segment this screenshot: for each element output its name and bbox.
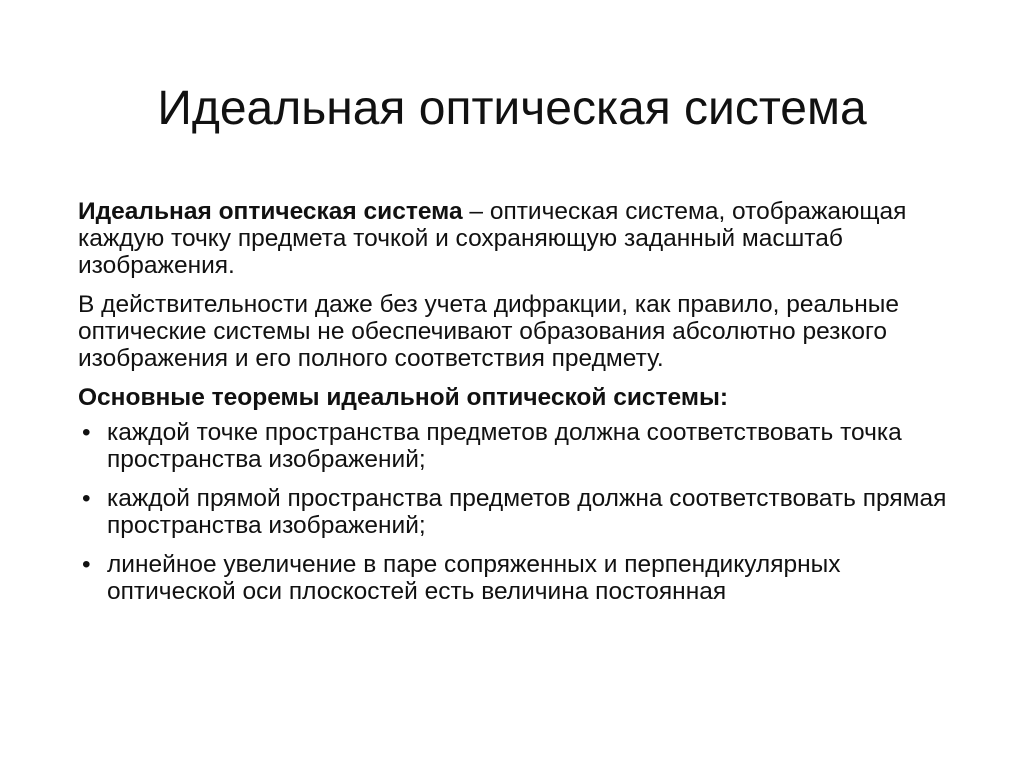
reality-paragraph: В действительности даже без учета дифракции, как правило, реальные оптические системы не обеспечивают образования абсолютно резкого изображения и его полного соответствия предмету. bbox=[78, 291, 899, 372]
list-item-text: линейное увеличение в паре сопряженных и перпендикулярных оптической оси плоскостей есть величина постоянная bbox=[107, 551, 841, 605]
theorems-heading: Основные теоремы идеальной оптической системы: bbox=[78, 384, 729, 411]
definition-text: – оптическая система, отображающая каждую точку предмета точкой и сохраняющую заданный масштаб изображения. bbox=[78, 198, 907, 279]
slide-title: Идеальная оптическая система bbox=[157, 82, 867, 135]
bullet-icon: • bbox=[82, 419, 91, 446]
definition-term: Идеальная оптическая система bbox=[78, 198, 463, 225]
list-item bbox=[78, 551, 948, 605]
list-item bbox=[78, 419, 948, 473]
list-item bbox=[78, 485, 948, 539]
bullet-icon: • bbox=[82, 485, 91, 512]
definition-paragraph bbox=[78, 198, 948, 279]
theorems-list bbox=[78, 419, 948, 605]
bullet-icon: • bbox=[82, 551, 91, 578]
list-item-text: каждой прямой пространства предметов должна соответствовать прямая пространства изображений; bbox=[107, 485, 947, 539]
slide-content bbox=[78, 198, 948, 617]
list-item-text: каждой точке пространства предметов должна соответствовать точка пространства изображений; bbox=[107, 419, 902, 473]
